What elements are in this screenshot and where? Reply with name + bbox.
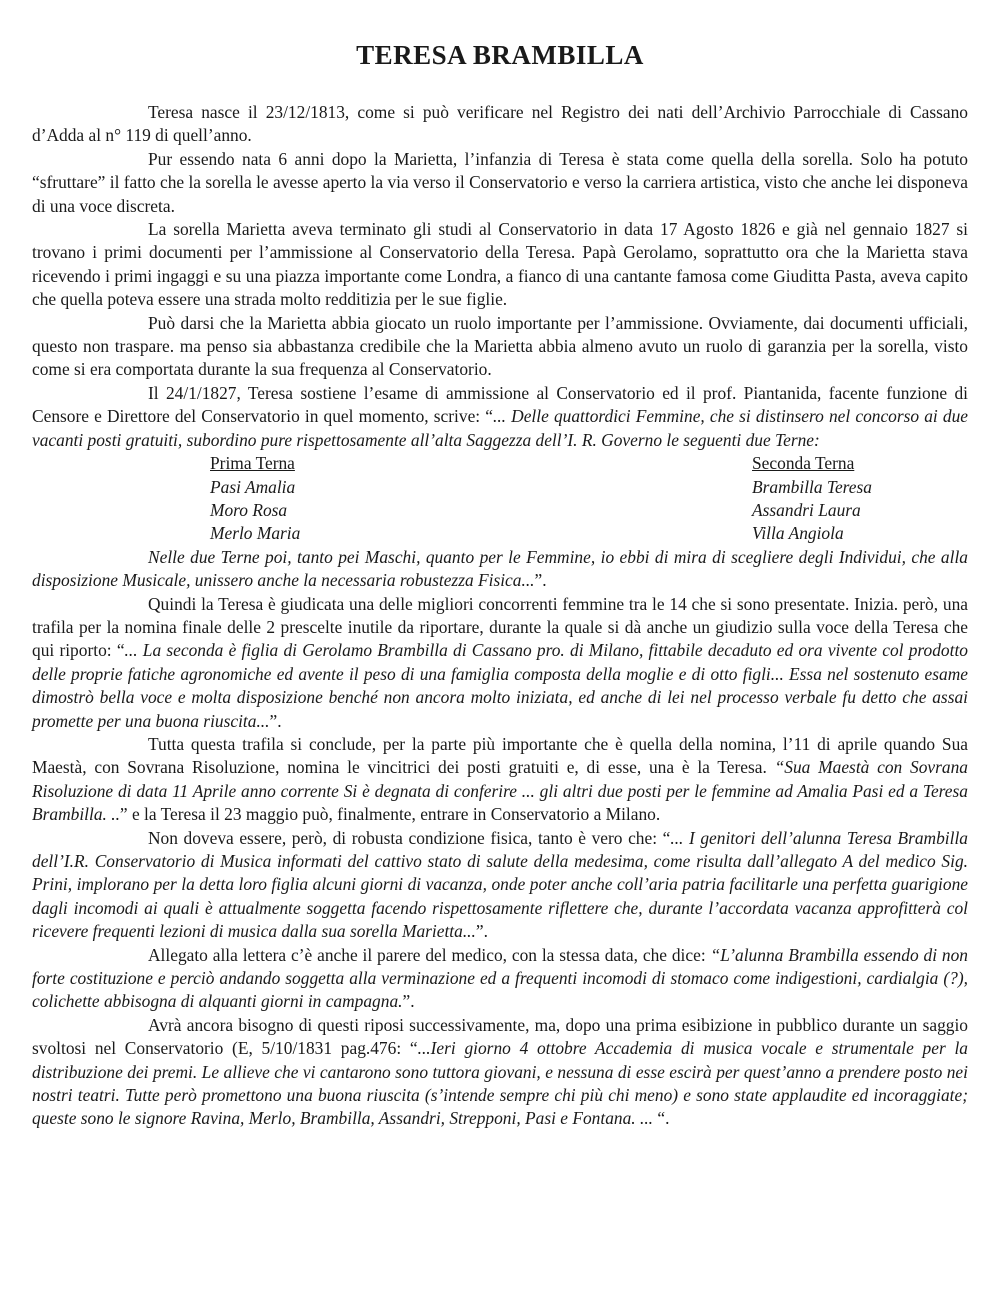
- quote-text: ... I genitori dell’alunna Teresa Brambilla dell’I.R. Conservatorio di Musica informati del cattivo stato di salute della medesima, come risulta dall’allegato A del medico Sig. Prini, implorano per la detta loro figlia alcuni giorni di vacanza, onde poter anche coll’aria patria facilitarle una perfetta guarigione dagli incomodi ai quali è attualmente soggetta facendo rispettosamente riflettere che, durante l’accordata vacanza approfitterà col ricevere frequenti lezioni di musica dalla sua sorella Marietta...: [32, 827, 968, 942]
- paragraph-text: Allegato alla lettera c’è anche il parere del medico, con la stessa data, che dice:: [148, 944, 711, 965]
- paragraph-text: Tutta questa trafila si conclude, per la parte più importante che è quella della nomina, l’11 di aprile quando Sua Maestà, con Sovrana Risoluzione, nomina le vincitrici dei posti gratuiti e, di esse, una è la Teresa.: [32, 733, 968, 778]
- paragraph-text: ”.: [534, 570, 547, 591]
- paragraph-text: Non doveva essere, però, di robusta condizione fisica, tanto è vero che: “: [148, 827, 671, 848]
- paragraph-text: “.: [653, 1108, 670, 1129]
- paragraph-text: Il 24/1/1827, Teresa sostiene l’esame di ammissione al Conservatorio ed il prof. Piantanida, facente funzione di Censore e Direttore del Conservatorio in quel momento, scrive: “: [32, 382, 968, 427]
- prima-terna: [210, 452, 300, 546]
- quote-text: ...Ieri giorno 4 ottobre Accademia di musica vocale e strumentale per la distribuzione dei premi. Le allieve che vi cantarono sono tuttora giovani, e nessuna di esse escirà per quest’anno a prendere posto nei nostri teatri. Tutte però promettono una buona riuscita (s’intende sempre chi più chi meno) e sono state applaudite ed incoraggiate; queste sono le signore Ravina, Merlo, Brambilla, Assandri, Strepponi, Pasi e Fontana. ...: [32, 1038, 968, 1129]
- paragraph-text: Può darsi che la Marietta abbia giocato un ruolo importante per l’ammissione. Ovviamente, dai documenti ufficiali, questo non traspare. ma penso sia abbastanza credibile che la Marietta abbia almeno avuto un ruolo di garanzia per la sorella, visto come si era comportata durante la sua frequenza al Conservatorio.: [32, 312, 968, 380]
- paragraph-text: ”.: [475, 921, 488, 942]
- terna-name: Brambilla Teresa: [752, 476, 872, 497]
- quote-text: “Sua Maestà con Sovrana Risoluzione di data 11 Aprile anno corrente Si è degnata di conferire ... gli altri due posti per le femmine ad Amalia Pasi ed a Teresa Brambilla. ..: [32, 757, 968, 825]
- paragraph-text: ”.: [402, 991, 415, 1012]
- paragraph: [32, 733, 968, 827]
- paragraph: [32, 312, 968, 382]
- paragraph-text: Avrà ancora bisogno di questi riposi successivamente, ma, dopo una prima esibizione in pubblico durante un saggio svoltosi nel Conservatorio (E, 5/10/1831 pag.476: “: [32, 1014, 968, 1059]
- quote-text: ... La seconda è figlia di Gerolamo Brambilla di Cassano pro. di Milano, fittabile decaduto ed ora vivente col prodotto delle proprie fatiche agronomiche ed avente il peso di una famiglia composta della moglie e di otto figli... Essa nel sostenuto esame dimostrò bella voce e molta disposizione benché non ancora molto iniziata, ed anche di lei nel processo verbale fu detto che assai promette per una buona riuscita...: [32, 640, 968, 731]
- paragraph: [32, 593, 968, 733]
- paragraph: [32, 546, 968, 593]
- seconda-terna: [752, 452, 872, 546]
- quote-text: “L’alunna Brambilla essendo di non forte costituzione e perciò andando soggetta alla verminazione ed a frequenti incomodi di stomaco come indigestioni, cardialgia (?), colichette abbisogna di alquanti giorni in campagna.: [32, 944, 968, 1012]
- terna-name: Merlo Maria: [210, 523, 301, 544]
- paragraph: [32, 944, 968, 1014]
- terne-list: [32, 452, 968, 546]
- quote-text: Nelle due Terne poi, tanto pei Maschi, quanto per le Femmine, io ebbi di mira di scegliere degli Individui, che alla disposizione Musicale, unissero anche la necessaria robustezza Fisica...: [32, 546, 968, 591]
- body-text: [32, 101, 968, 1131]
- terna-name: Moro Rosa: [210, 499, 288, 520]
- paragraph-text: Pur essendo nata 6 anni dopo la Marietta, l’infanzia di Teresa è stata come quella della sorella. Solo ha potuto “sfruttare” il fatto che la sorella le avesse aperto la via verso il Conservatorio e verso la carriera artistica, visto che anche lei disponeva di una voce discreta.: [32, 148, 968, 216]
- terna-name: Assandri Laura: [752, 499, 861, 520]
- paragraph-text: Teresa nasce il 23/12/1813, come si può verificare nel Registro dei nati dell’Archivio Parrocchiale di Cassano d’Adda al n° 119 di quell’anno.: [32, 102, 968, 146]
- terna-name: Pasi Amalia: [210, 476, 296, 497]
- seconda-terna-heading: Seconda Terna: [752, 453, 855, 474]
- paragraph: [32, 148, 968, 218]
- page-title: TERESA BRAMBILLA: [356, 40, 644, 70]
- paragraph: [32, 1014, 968, 1131]
- paragraph-text: ” e la Teresa il 23 maggio può, finalmente, entrare in Conservatorio a Milano.: [119, 804, 661, 825]
- paragraph: [32, 382, 968, 452]
- paragraph-text: La sorella Marietta aveva terminato gli studi al Conservatorio in data 17 Agosto 1826 e già nel gennaio 1827 si trovano i primi documenti per l’ammissione al Conservatorio della Teresa. Papà Gerolamo, soprattutto ora che la Marietta stava ricevendo i primi ingaggi e su una piazza importante come Londra, a fianco di una cantante famosa come Giuditta Pasta, aveva capito che quella poteva essere una strada molto redditizia per le sue figlie.: [32, 219, 968, 310]
- quote-text: ... Delle quattordici Femmine, che si distinsero nel concorso ai due vacanti posti gratuiti, subordino pure rispettosamente all’alta Saggezza dell’I. R. Governo le seguenti due Terne:: [32, 406, 968, 450]
- paragraph-text: Quindi la Teresa è giudicata una delle migliori concorrenti femmine tra le 14 che si sono presentate. Inizia. però, una trafila per la nomina finale delle 2 prescelte inutile da riportare, durante la quale si dà anche un giudizio sulla voce della Teresa che qui riporto: “: [32, 593, 968, 661]
- paragraph: [32, 101, 968, 148]
- paragraph-text: ”.: [269, 710, 282, 731]
- terna-name: Villa Angiola: [752, 523, 844, 544]
- paragraph: [32, 827, 968, 944]
- prima-terna-heading: Prima Terna: [210, 453, 295, 474]
- paragraph: [32, 218, 968, 312]
